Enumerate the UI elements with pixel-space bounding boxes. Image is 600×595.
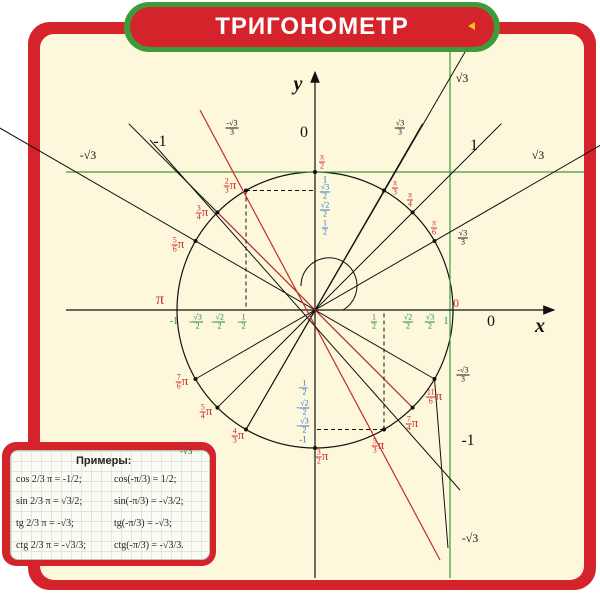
cot-sqrt3: √3	[531, 148, 545, 162]
example-right-2: tg(-π/3) = -√3;	[114, 518, 172, 529]
cos-tick-4: $\frac{1}{2}$	[372, 312, 376, 331]
point-pi2	[313, 170, 317, 174]
point-pi3	[382, 188, 386, 192]
sin-tick-2: $\frac{√2}{2}$	[320, 200, 330, 219]
example-left-1: sin 2/3 π = √3/2;	[16, 496, 83, 507]
tan-neg-one: -1	[461, 432, 475, 449]
examples-heading: Примеры:	[76, 455, 132, 467]
point-5pi4	[215, 406, 219, 410]
point-7pi6	[193, 377, 197, 381]
angle-label-5pi4: $\frac{5}{4}$ π	[200, 402, 213, 421]
page-title: ТРИГОНОМЕТР	[215, 13, 409, 40]
cot-sqrt3-3: $\frac{√3}{3}$	[395, 118, 405, 137]
angle-label-pi: π	[155, 291, 165, 308]
angle-label-5pi3: $\frac{5}{3}$ π	[372, 436, 385, 455]
sin-tick-1: $\frac{√3}{2}$	[320, 182, 330, 201]
cotangent-zero: 0	[300, 124, 308, 141]
tan-neg-sqrt3-3: $\frac{-√3}{3}$	[457, 365, 469, 384]
x-axis-label: x	[535, 315, 545, 337]
point-11pi6	[433, 377, 437, 381]
example-right-3: ctg(-π/3) = -√3/3.	[114, 540, 184, 551]
tan-neg-sqrt3: -√3	[461, 531, 479, 545]
cos-tick-5: $\frac{√2}{2}$	[403, 312, 413, 331]
examples-corner-note: -√3	[180, 446, 193, 456]
sin-tick-6: - $\frac{√3}{2}$	[296, 416, 309, 435]
point-7pi4	[411, 406, 415, 410]
tan-one: 1	[470, 137, 478, 154]
cot-neg-one: -1	[153, 133, 167, 150]
tan-sqrt3: √3	[455, 71, 469, 85]
angle-label-pi4: $\frac{\pi}{4}$	[407, 190, 413, 209]
cos-tick-1: - $\frac{√3}{2}$	[189, 312, 202, 331]
cos-tick-7: 1	[443, 316, 449, 327]
cot-neg-sqrt3: -√3	[79, 148, 97, 162]
cos-tick-6: $\frac{√3}{2}$	[425, 312, 435, 331]
example-left-2: tg 2/3 π = -√3;	[16, 518, 74, 529]
cot-neg-sqrt3-3: $\frac{-√3}{3}$	[226, 118, 238, 137]
sin-tick-3: $\frac{1}{2}$	[323, 218, 327, 237]
angle-label-11pi6: $\frac{11}{6}$ π	[426, 387, 443, 406]
y-axis-label: y	[293, 73, 303, 95]
example-left-0: cos 2/3 π = -1/2;	[16, 474, 82, 485]
cos-tick-2: - $\frac{√2}{2}$	[211, 312, 224, 331]
angle-label-5pi6: $\frac{5}{6}$ π	[172, 235, 185, 254]
point-3pi4	[215, 210, 219, 214]
angle-label-3pi2: $\frac{3}{2}$ π	[316, 447, 329, 466]
example-left-3: ctg 2/3 π = -√3/3;	[16, 540, 87, 551]
sin-tick-0: 1	[322, 174, 328, 185]
angle-label-3pi4: $\frac{3}{4}$ π	[196, 203, 209, 222]
cos-tick-0: -1	[169, 316, 179, 327]
example-right-1: sin(-π/3) = -√3/2;	[114, 496, 184, 507]
point-2pi3	[244, 188, 248, 192]
tangent-zero: 0	[487, 313, 495, 330]
angle-label-2pi3: $\frac{2}{3}$ π	[224, 176, 237, 195]
angle-label-pi3: $\frac{\pi}{3}$	[392, 178, 398, 197]
angle-label-4pi3: $\frac{4}{3}$ π	[232, 426, 245, 445]
angle-label-7pi6: $\frac{7}{6}$ π	[176, 372, 189, 391]
angle-label-zero: 0	[453, 296, 459, 310]
tan-sqrt3-3: $\frac{√3}{3}$	[458, 228, 468, 247]
angle-label-7pi4: $\frac{7}{4}$ π	[406, 414, 419, 433]
point-pi6	[433, 239, 437, 243]
point-5pi6	[193, 239, 197, 243]
point-pi4	[411, 210, 415, 214]
angle-label-pi6: $\frac{\pi}{6}$	[431, 218, 437, 237]
cos-tick-3: - $\frac{1}{2}$	[237, 312, 246, 331]
point-5pi3	[382, 428, 386, 432]
angle-label-pi2: $\frac{\pi}{2}$	[319, 152, 325, 171]
example-right-0: cos(-π/3) = 1/2;	[114, 474, 177, 485]
sin-tick-7: -1	[299, 434, 307, 445]
title-triangle-icon	[468, 22, 475, 30]
sin-tick-4: - $\frac{1}{2}$	[298, 378, 307, 397]
sin-tick-5: - $\frac{√2}{2}$	[296, 398, 309, 417]
